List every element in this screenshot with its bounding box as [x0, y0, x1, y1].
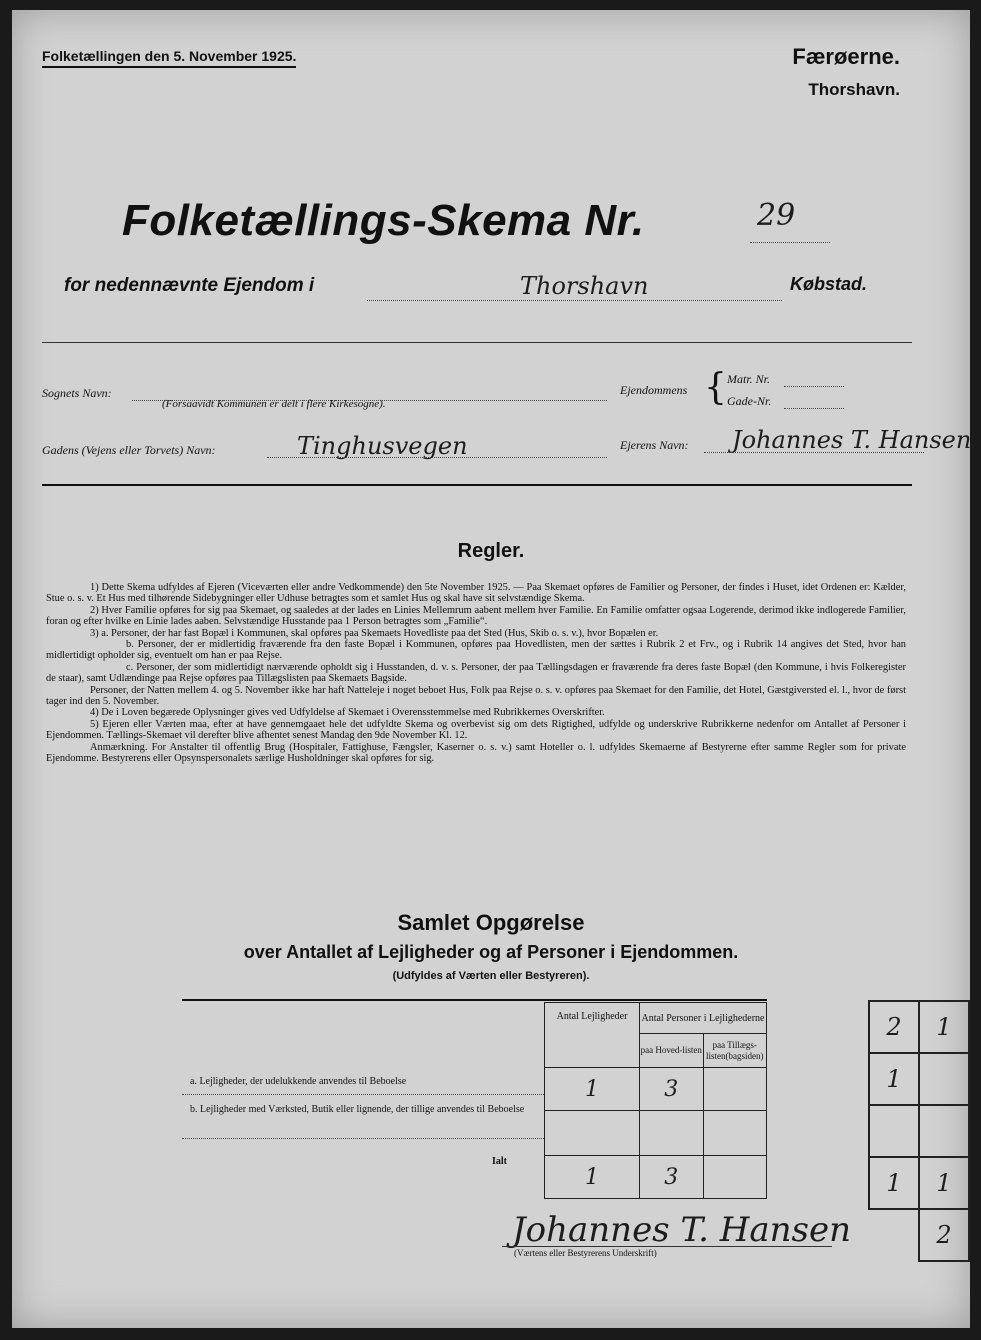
row-a-supp	[703, 1068, 767, 1111]
street-line	[267, 457, 607, 458]
form-title: Folketællings-Skema Nr.	[122, 196, 645, 245]
side-mark: 1	[919, 1001, 969, 1053]
property-label: Ejendommens	[620, 383, 688, 397]
gade-line	[784, 408, 844, 409]
rule-paragraph: c. Personer, der som midlertidigt nærværende opholdt sig i Husstanden, d. v. s. Personer, der paa Tællingsdagen er fraværende fra deres faste Bopæl (den Kommune, i hvis Folkeregister de staar), samt Udlændinge paa Rejse opføres paa Tillægslisten paa Skemaets Bagside.	[46, 661, 906, 685]
side-mark-grid	[868, 1000, 970, 1262]
rules-heading: Regler.	[457, 540, 525, 562]
rule-paragraph: Anmærkning. For Anstalter til offentlig Brug (Hospitaler, Fattighuse, Fængsler, Kaserner o. s. v.) samt Hoteller o. l. udfyldes Skemaerne af Bestyrerne efter samme Regler som for private Ejendomme. Bestyrerens eller Opsynspersonalets særlige Husholdninger skal opføres for sig.	[46, 741, 906, 765]
row-b-main	[640, 1111, 704, 1156]
summary-subheading: over Antallet af Lejligheder og af Personer i Ejendommen.	[243, 942, 739, 962]
total-supp	[703, 1156, 767, 1199]
form-number-handwritten: 29	[757, 198, 796, 233]
rule-paragraph: Personer, der Natten mellem 4. og 5. November ikke har haft Natteleje i noget beboet Hus, Folk paa Rejse o. s. v. opføres paa Skemaet for den Familie, det Hotel, Gæstgiversted el. l., hvor de først tager ind den 5. November.	[46, 684, 906, 708]
rule-paragraph: b. Personer, der er midlertidig fraværende fra den faste Bopæl i Kommunen, opføres paa Hovedlisten, men der sættes i Rubrik 2 et Frv., og i Rubrik 14 angives det Sted, hvor han midlertidigt opholder sig, eventuelt om han er paa Rejse.	[46, 639, 906, 662]
matr-line	[784, 386, 844, 387]
rule-paragraph: 3) a. Personer, der har fast Bopæl i Kommunen, skal opføres paa Skemaets Hovedliste paa det Sted (Hus, Skib o. s. v.), hvor Bopælen er.	[90, 627, 659, 639]
side-mark: 2	[919, 1209, 969, 1261]
col-main-header: paa Hoved-listen	[640, 1034, 704, 1068]
rule-paragraph: 5) Ejeren eller Værten maa, efter at have gennemgaaet hele det udfyldte Skema og overbevist sig om dets Rigtighed, udfylde og underskrive Rubrikkerne nedenfor om Antallet af Personer i Ejendommen. Tællings-Skemaet vil derefter blive afhentet senest Mandag den 9de November Kl. 12.	[46, 718, 906, 742]
summary-note: (Udfyldes af Værten eller Bestyreren).	[392, 970, 590, 982]
row-b-label: b. Lejligheder med Værksted, Butik eller lignende, der tillige anvendes til Beboelse	[190, 1104, 525, 1115]
owner-line	[704, 452, 924, 453]
col-supp-header: paa Tillægs-listen(bagsiden)	[703, 1034, 767, 1068]
table-top-line	[182, 999, 767, 1001]
side-mark	[869, 1209, 919, 1261]
town-handwritten: Thorshavn	[520, 272, 649, 300]
total-apartments: 1	[545, 1156, 640, 1199]
summary-heading: Samlet Opgørelse	[397, 910, 585, 935]
divider-line	[42, 342, 912, 343]
signature-handwritten: Johannes T. Hansen	[512, 1210, 852, 1250]
side-mark	[869, 1105, 919, 1157]
region-header: Færøerne.	[792, 44, 900, 69]
property-suffix: Købstad.	[790, 274, 868, 294]
side-mark	[919, 1105, 969, 1157]
row-a-apartments: 1	[545, 1068, 640, 1111]
row-b-supp	[703, 1111, 767, 1156]
signature-line	[502, 1246, 832, 1247]
parish-note: (Forsaavidt Kommunen er delt i flere Kirkesogne).	[162, 398, 386, 410]
side-mark: 2	[869, 1001, 919, 1053]
rules-text	[46, 582, 906, 765]
row-b-apartments	[545, 1111, 640, 1156]
census-form-page	[12, 10, 970, 1328]
summary-table	[544, 1002, 767, 1199]
side-mark	[919, 1053, 969, 1105]
total-label: Ialt	[492, 1156, 507, 1167]
town-line	[367, 300, 782, 301]
owner-handwritten: Johannes T. Hansen	[732, 426, 972, 454]
divider-line	[42, 484, 912, 486]
row-a-main: 3	[640, 1068, 704, 1111]
row-b-line	[182, 1138, 544, 1139]
row-a-label: a. Lejligheder, der udelukkende anvendes til Beboelse	[190, 1076, 407, 1087]
side-mark: 1	[869, 1157, 919, 1209]
col-apartments-header: Antal Lejligheder	[545, 1003, 640, 1068]
matr-label: Matr. Nr.	[727, 372, 771, 386]
gade-label: Gade-Nr.	[727, 394, 772, 408]
property-prefix: for nedennævnte Ejendom i	[64, 275, 315, 296]
side-mark: 1	[919, 1157, 969, 1209]
signature-caption: (Værtens eller Bestyrerens Underskrift)	[514, 1248, 657, 1258]
form-number-line	[750, 242, 830, 243]
total-main: 3	[640, 1156, 704, 1199]
brace-icon: {	[704, 367, 727, 408]
side-mark: 1	[869, 1053, 919, 1105]
rule-paragraph: 4) De i Loven begærede Oplysninger gives ved Udfyldelse af Skemaet i Overensstemmelse med Rubrikkernes Overskrifter.	[90, 707, 605, 719]
owner-label: Ejerens Navn:	[620, 438, 689, 452]
row-a-line	[182, 1094, 544, 1095]
street-label: Gadens (Vejens eller Torvets) Navn:	[42, 443, 216, 457]
rule-paragraph: 2) Hver Familie opføres for sig paa Skemaet, og saaledes at der lades en Linies Mellemrum aabent mellem hver Familie. En Familie omfatter ogsaa Logerende, derimod ikke indlogerede Familier, foran og efter hvilke en Linie lades aaben. Selvstændige Husstande paa 1 Person betragtes som „Familie“.	[46, 604, 906, 628]
parish-label: Sognets Navn:	[42, 386, 112, 400]
census-date-header: Folketællingen den 5. November 1925.	[42, 48, 296, 68]
town-header: Thorshavn.	[808, 80, 900, 99]
rule-paragraph: 1) Dette Skema udfyldes af Ejeren (Viceværten eller andre Vedkommende) den 5te November 1925. — Paa Skemaet opføres de Familier og Personer, der findes i Huset, idet Ordenen er: Kælder, Stue o. s. v. Et Hus med tilhørende Sidebygninger eller Udhuse betragtes som et samlet Hus og skal have sit selvstændige Skema.	[46, 582, 906, 605]
street-handwritten: Tinghusvegen	[297, 432, 468, 460]
col-persons-header: Antal Personer i Lejlighederne	[640, 1003, 767, 1034]
